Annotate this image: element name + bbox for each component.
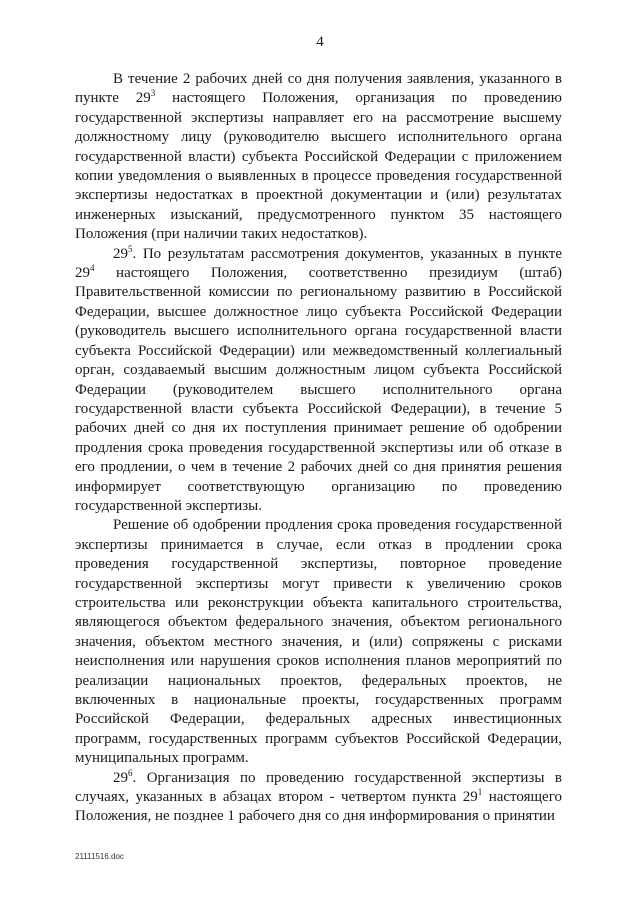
superscript: 3 bbox=[150, 88, 156, 99]
paragraph-item-29-6 bbox=[75, 769, 562, 827]
paragraph-text: . По результатам рассмотрения документов, указанных в пункте 29 bbox=[75, 245, 562, 282]
item-number-superscript: 6 bbox=[128, 767, 133, 778]
paragraph-extension-request-forwarding bbox=[75, 70, 562, 245]
superscript: 1 bbox=[477, 787, 483, 798]
item-number-superscript: 5 bbox=[128, 243, 133, 254]
page-number: 4 bbox=[316, 34, 324, 50]
item-number: 29 bbox=[113, 769, 128, 786]
document-file-code: 21111516.doc bbox=[75, 852, 124, 861]
document-body bbox=[75, 70, 562, 827]
paragraph-text: настоящего Положения, организация по проведению государственной экспертизы направляет его на рассмотрение высшему должностному лицу (руководителю высшего исполнительного органа государственной власти) субъекта Российской Федерации с приложением копии уведомления о выявленных в процессе проведения государственной экспертизы недостатках в проектной документации и (или) результатах инженерных изысканий, предусмотренного пунктом 35 настоящего Положения (при наличии таких недостатков). bbox=[75, 90, 563, 243]
paragraph-text: . Организация по проведению государственной экспертизы в случаях, указанных в абзацах втором - четвертом пункта 29 bbox=[75, 769, 562, 806]
paragraph-approval-decision: Решение об одобрении продления срока проведения государственной экспертизы принимается в случае, если отказ в продлении срока проведения государственной экспертизы, повторное проведение государственной экспертизы могут привести к увеличению сроков строительства или реконструкции объекта капитального строительства, являющегося объектом федерального значения, объектом регионального значения, объектом местного значения, и (или) сопряжены с рисками неисполнения или нарушения сроков исполнения планов мероприятий по реализации национальных проектов, федеральных проектов, не включенных в национальные проекты, государственных программ Российской Федерации, федеральных адресных инвестиционных программ, государственных программ субъектов Российской Федерации, муниципальных программ. bbox=[75, 517, 562, 767]
paragraph-text: настоящего Положения, соответственно президиум (штаб) Правительственной комиссии по региональному развитию в Российской Федерации, высшее должностное лицо субъекта Российской Федерации (руководитель высшего исполнительного органа государственной власти субъекта Российской Федерации) или межведомственный коллегиальный орган, создаваемый высшим должностным лицом субъекта Российской Федерации (руководителем высшего исполнительного органа государственной власти субъекта Российской Федерации), в течение 5 рабочих дней со дня их поступления принимает решение об одобрении продления срока проведения государственной экспертизы или об отказе в его продлении, о чем в течение 2 рабочих дней со дня принятия решения информирует соответствующую организацию по проведению государственной экспертизы. bbox=[75, 265, 562, 514]
paragraph-text: В течение 2 рабочих дней со дня получения заявления, указанного в пункте 29 bbox=[75, 71, 562, 107]
item-number: 29 bbox=[113, 245, 128, 262]
paragraph-item-29-5 bbox=[75, 245, 562, 517]
superscript: 4 bbox=[90, 263, 95, 274]
paragraph-text: настоящего Положения, не позднее 1 рабочего дня со дня информирования о принятии bbox=[75, 789, 562, 825]
